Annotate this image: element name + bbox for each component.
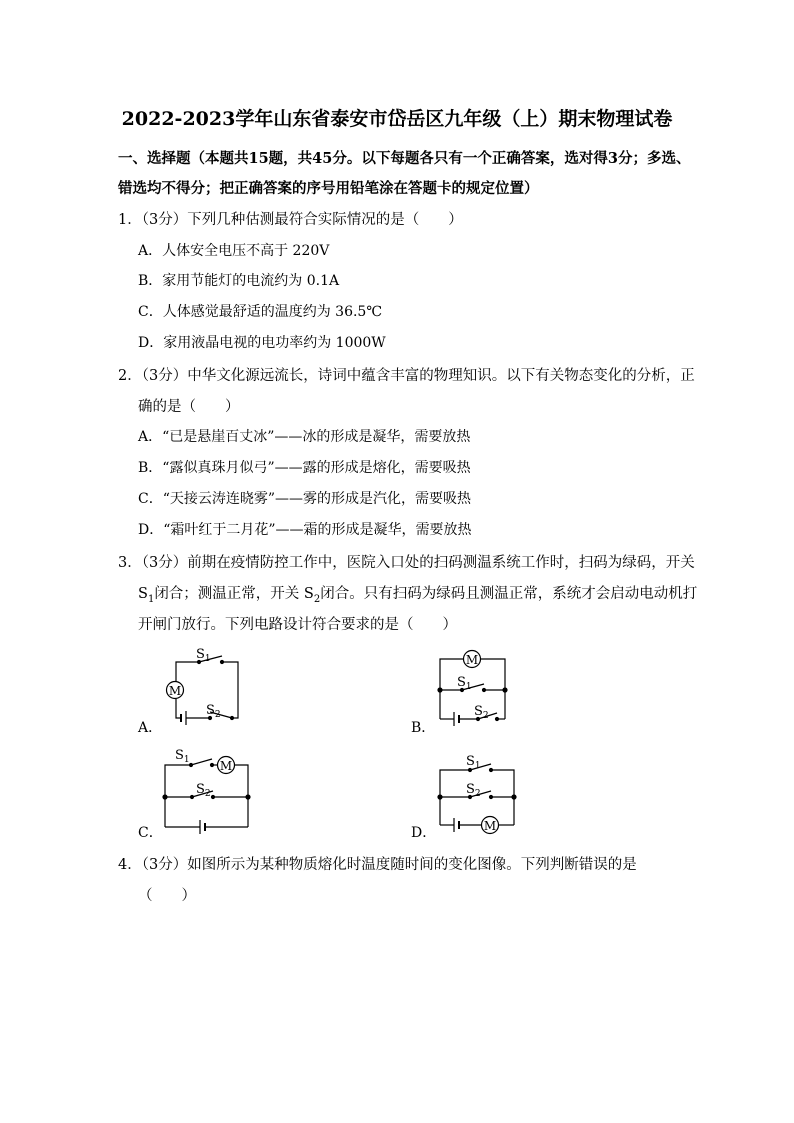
circuit-c-diagram — [160, 738, 255, 833]
section-heading-line1: 一、选择题（本题共15题，共45分。以下每题各只有一个正确答案，选对得3分；多选、 — [118, 150, 691, 167]
subscript-1: 1 — [147, 593, 155, 605]
switch-c-s1 — [175, 748, 190, 765]
question-1-option-b: B．家用节能灯的电流约为 0.1A — [138, 273, 340, 289]
question-1-stem: 1．（3分）下列几种估测最符合实际情况的是（ ） — [118, 212, 463, 228]
s1-letter: S — [466, 754, 475, 769]
question-4-answer-paren: （ ） — [138, 888, 196, 904]
question-1-option-c: C．人体感觉最舒适的温度约为 36.5℃ — [138, 304, 382, 320]
stem-end: 闭合。只有扫码为绿码且测温正常，系统才会启动电动机打 — [320, 586, 698, 602]
motor-a: M — [168, 684, 182, 698]
question-1-option-d: D．家用液晶电视的电功率约为 1000W — [138, 335, 386, 351]
circuit-b-label: B． — [411, 720, 436, 736]
motor-c: M — [219, 759, 233, 773]
switch-c-s2 — [196, 782, 211, 799]
switch-a-s1 — [196, 647, 211, 664]
question-3-stem-line3: 开闸门放行。下列电路设计符合要求的是（ ） — [138, 617, 457, 633]
question-2-option-a: A．“已是悬崖百丈冰”——冰的形成是凝华，需要放热 — [138, 429, 471, 445]
s1-letter: S — [175, 748, 184, 763]
question-2-option-d: D．“霜叶红于二月花”——霜的形成是凝华，需要放热 — [138, 522, 472, 538]
s2-letter: S — [474, 704, 483, 719]
s2-letter: S — [466, 782, 475, 797]
stem-middle: 闭合；测温正常，开关 S — [154, 586, 314, 602]
circuit-d-label: D． — [411, 825, 437, 841]
question-4-stem: 4．（3分）如图所示为某种物质熔化时温度随时间的变化图像。下列判断错误的是 — [118, 857, 637, 873]
question-2-option-c: C．“天接云涛连晓雾”——雾的形成是汽化，需要吸热 — [138, 491, 472, 507]
question-2-stem-line1: 2．（3分）中华文化源远流长，诗词中蕴含丰富的物理知识。以下有关物态变化的分析，正 — [118, 368, 695, 384]
s1-subscript: 1 — [465, 682, 472, 692]
switch-a-s2 — [206, 703, 221, 720]
question-2-option-b: B．“露似真珠月似弓”——露的形成是熔化，需要吸热 — [138, 460, 471, 476]
circuit-c-label: C． — [138, 825, 163, 841]
question-3-stem-line2 — [138, 582, 697, 605]
page-title: 2022-2023学年山东省泰安市岱岳区九年级（上）期末物理试卷 — [121, 108, 673, 130]
s2-letter: S — [206, 703, 215, 718]
s1-subscript: 1 — [474, 761, 481, 771]
s1-letter: S — [457, 675, 466, 690]
subscript-2: 2 — [313, 593, 321, 605]
s2-subscript: 2 — [214, 710, 221, 720]
switch-b-s2 — [474, 704, 489, 721]
s2-subscript: 2 — [482, 711, 489, 721]
circuit-a-label: A． — [138, 720, 163, 736]
question-1-option-a: A．人体安全电压不高于 220V — [138, 243, 330, 259]
s2-subscript: 2 — [474, 789, 481, 799]
switch-d-s1 — [466, 754, 481, 771]
motor-d: M — [483, 819, 497, 833]
s1-subscript: 1 — [183, 755, 190, 765]
circuit-a-diagram — [160, 640, 250, 730]
s1-letter: S — [196, 647, 205, 662]
section-heading-line2: 错选均不得分；把正确答案的序号用铅笔涂在答题卡的规定位置） — [118, 180, 539, 197]
motor-b: M — [465, 653, 479, 667]
s2-subscript: 2 — [204, 789, 211, 799]
question-2-stem-line2: 确的是（ ） — [138, 399, 240, 415]
s1-subscript: 1 — [204, 654, 211, 664]
circuit-d-diagram — [430, 745, 525, 835]
switch-b-s1 — [457, 675, 472, 692]
s2-letter: S — [196, 782, 205, 797]
circuit-b-diagram — [430, 645, 520, 730]
s-letter: S — [138, 586, 148, 602]
switch-d-s2 — [466, 782, 481, 799]
question-3-stem-line1: 3．（3分）前期在疫情防控工作中，医院入口处的扫码测温系统工作时，扫码为绿码，开关 — [118, 555, 695, 571]
